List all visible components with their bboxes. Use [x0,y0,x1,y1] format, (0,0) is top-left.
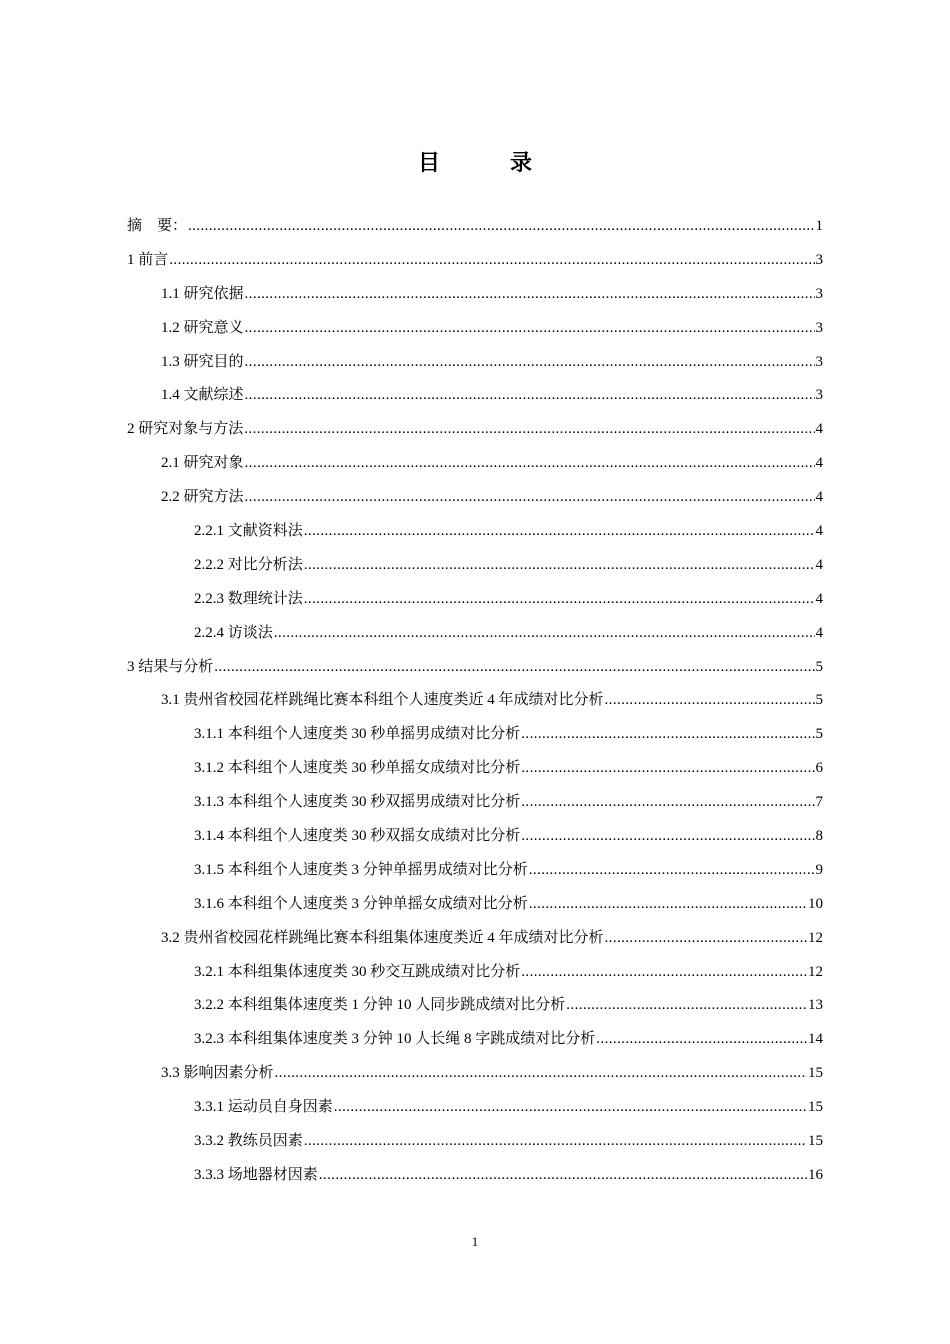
toc-entry[interactable] [127,1091,823,1125]
toc-entry-label: 3.1.5 本科组个人速度类 3 分钟单摇男成绩对比分析 [194,861,528,878]
toc-entry[interactable] [127,515,823,549]
toc-entry-label: 1.4 文献综述 [161,387,244,404]
toc-entry[interactable] [127,312,823,346]
toc-dot-leader [319,1159,807,1193]
toc-entry-label: 3.2.1 本科组集体速度类 30 秒交互跳成绩对比分析 [194,963,521,980]
toc-entry-label: 3.3.1 运动员自身因素 [194,1099,333,1116]
toc-entry-page: 4 [815,489,823,506]
toc-dot-leader [605,684,815,718]
toc-entry[interactable] [127,820,823,854]
toc-entry[interactable] [127,210,823,244]
toc-entry[interactable] [127,413,823,447]
toc-entry[interactable] [127,922,823,956]
toc-dot-leader [245,481,815,515]
toc-dot-leader [334,1091,807,1125]
toc-entry[interactable] [127,244,823,278]
toc-entry-label: 3.3 影响因素分析 [161,1065,274,1082]
toc-entry-label: 3.2.3 本科组集体速度类 3 分钟 10 人长绳 8 字跳成绩对比分析 [194,1031,596,1048]
toc-entry-page: 3 [815,387,823,404]
toc-entry-page: 4 [815,421,823,438]
toc-entry-label: 2.2.1 文献资料法 [194,523,303,540]
toc-dot-leader [566,989,807,1023]
toc-entry-label: 3.1.4 本科组个人速度类 30 秒双摇女成绩对比分析 [194,828,521,845]
toc-entry-label: 2.2.4 访谈法 [194,624,273,641]
toc-entry-page: 4 [815,523,823,540]
toc-entry[interactable] [127,346,823,380]
toc-entry-page: 7 [815,794,823,811]
toc-entry-page: 6 [815,760,823,777]
toc-entry[interactable] [127,617,823,651]
toc-dot-leader [529,854,815,888]
toc-dot-leader [529,888,807,922]
toc-dot-leader [521,820,814,854]
toc-dot-leader [605,922,807,956]
toc-entry-label: 3.1.3 本科组个人速度类 30 秒双摇男成绩对比分析 [194,794,521,811]
toc-entry-page: 3 [815,285,823,302]
toc-entry[interactable] [127,718,823,752]
toc-entry-label: 1.2 研究意义 [161,319,244,336]
toc-entry[interactable] [127,1057,823,1091]
toc-dot-leader [521,956,807,990]
toc-entry-page: 4 [815,455,823,472]
toc-entry-page: 3 [815,251,823,268]
toc-entry[interactable] [127,854,823,888]
toc-entry-label: 3 结果与分析 [127,658,214,675]
toc-entry-label: 1.3 研究目的 [161,353,244,370]
toc-entry[interactable] [127,786,823,820]
toc-dot-leader [275,1057,807,1091]
toc-entry-page: 3 [815,353,823,370]
page-title: 目 录 [417,150,556,175]
toc-entry[interactable] [127,278,823,312]
toc-entry-label: 2.2.3 数理统计法 [194,590,303,607]
toc-entry[interactable] [127,956,823,990]
toc-entry-label: 3.3.2 教练员因素 [194,1133,303,1150]
page-number: 1 [471,1234,479,1249]
toc-entry-label: 1 前言 [127,251,169,268]
toc-entry[interactable] [127,447,823,481]
toc-entry[interactable] [127,1159,823,1193]
toc-entry-label: 3.2 贵州省校园花样跳绳比赛本科组集体速度类近 4 年成绩对比分析 [161,929,604,946]
toc-entry-page: 4 [815,590,823,607]
toc-dot-leader [304,515,815,549]
toc-dot-leader [244,413,814,447]
table-of-contents [127,210,823,1193]
toc-entry-page: 16 [808,1166,823,1183]
toc-entry-page: 9 [815,861,823,878]
toc-entry-page: 8 [815,828,823,845]
toc-entry-label: 2.2.2 对比分析法 [194,556,303,573]
toc-entry-label: 3.2.2 本科组集体速度类 1 分钟 10 人同步跳成绩对比分析 [194,997,566,1014]
toc-entry-page: 12 [808,963,823,980]
toc-dot-leader [304,583,815,617]
toc-entry[interactable] [127,651,823,685]
toc-dot-leader [521,752,814,786]
toc-dot-leader [521,718,814,752]
toc-entry[interactable] [127,1125,823,1159]
toc-entry-page: 12 [808,929,823,946]
toc-entry-page: 15 [808,1065,823,1082]
toc-dot-leader [245,379,815,413]
toc-entry-page: 15 [808,1133,823,1150]
toc-entry[interactable] [127,989,823,1023]
toc-dot-leader [304,549,815,583]
toc-entry-page: 15 [808,1099,823,1116]
toc-dot-leader [214,651,814,685]
toc-entry-label: 3.1.6 本科组个人速度类 3 分钟单摇女成绩对比分析 [194,895,528,912]
toc-dot-leader [245,447,815,481]
toc-dot-leader [596,1023,807,1057]
toc-entry[interactable] [127,684,823,718]
toc-entry-label: 3.1.1 本科组个人速度类 30 秒单摇男成绩对比分析 [194,726,521,743]
toc-entry-page: 1 [815,218,823,234]
toc-entry-page: 4 [815,556,823,573]
toc-entry-label: 2.2 研究方法 [161,489,244,506]
toc-entry[interactable] [127,1023,823,1057]
toc-entry-page: 5 [815,658,823,675]
toc-dot-leader [304,1125,807,1159]
toc-entry-page: 5 [815,692,823,709]
toc-dot-leader [188,210,814,244]
toc-entry[interactable] [127,888,823,922]
toc-entry[interactable] [127,549,823,583]
toc-entry-label: 2.1 研究对象 [161,455,244,472]
toc-dot-leader [521,786,814,820]
toc-entry[interactable] [127,752,823,786]
toc-entry[interactable] [127,583,823,617]
toc-dot-leader [245,312,815,346]
toc-dot-leader [245,278,815,312]
toc-entry[interactable] [127,379,823,413]
toc-entry-label: 3.3.3 场地器材因素 [194,1166,318,1183]
toc-entry-page: 4 [815,624,823,641]
toc-entry-page: 5 [815,726,823,743]
toc-entry-label: 3.1 贵州省校园花样跳绳比赛本科组个人速度类近 4 年成绩对比分析 [161,692,604,709]
toc-entry-label: 2 研究对象与方法 [127,421,244,438]
toc-entry-page: 13 [808,997,823,1014]
toc-dot-leader [169,244,814,278]
toc-entry-page: 10 [808,895,823,912]
toc-entry[interactable] [127,481,823,515]
toc-entry-page: 14 [808,1031,823,1048]
toc-entry-label: 3.1.2 本科组个人速度类 30 秒单摇女成绩对比分析 [194,760,521,777]
toc-entry-label: 摘 要： [127,218,188,234]
toc-dot-leader [245,346,815,380]
toc-dot-leader [274,617,815,651]
toc-entry-page: 3 [815,319,823,336]
toc-entry-label: 1.1 研究依据 [161,285,244,302]
